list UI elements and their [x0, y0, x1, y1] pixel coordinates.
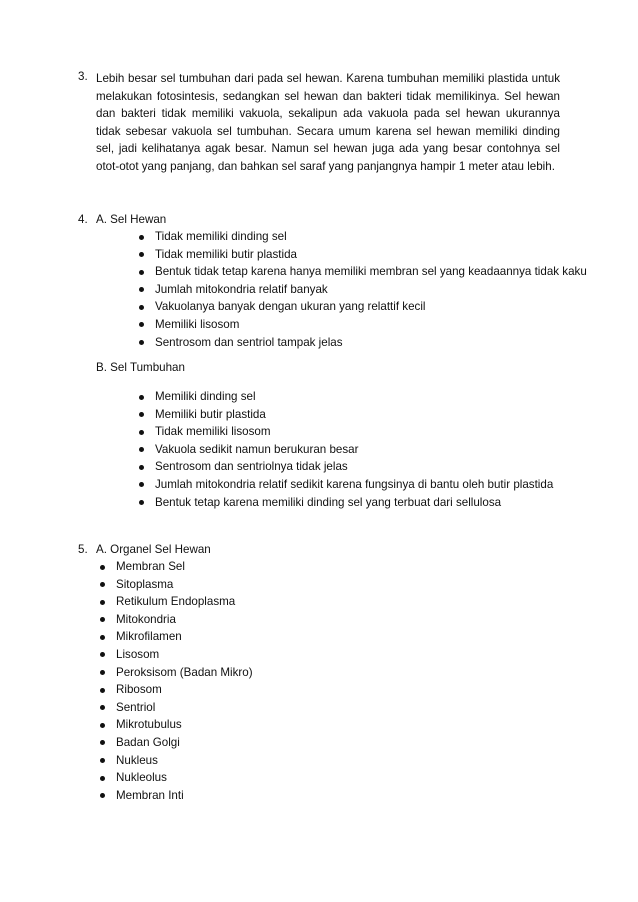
organelle-item — [116, 681, 253, 699]
organelle-item — [116, 769, 253, 787]
organelle-item — [116, 611, 253, 629]
organelle-text: Mikrofilamen — [116, 630, 182, 644]
organelle-text: Mitokondria — [116, 612, 176, 626]
animal-trait-item — [155, 334, 587, 352]
bullet-icon — [100, 670, 105, 675]
bullet-icon — [139, 270, 144, 275]
bullet-icon — [139, 395, 144, 400]
plant-trait-item — [155, 494, 553, 512]
plant-trait-text: Sentrosom dan sentriolnya tidak jelas — [155, 460, 348, 474]
item-4-heading-b: B. Sel Tumbuhan — [96, 361, 185, 374]
organelle-text: Ribosom — [116, 683, 162, 697]
bullet-icon — [100, 758, 105, 763]
bullet-icon — [139, 340, 144, 345]
animal-trait-item — [155, 316, 587, 334]
organelle-text: Mikrotubulus — [116, 718, 182, 732]
plant-trait-item — [155, 441, 553, 459]
organelle-text: Lisosom — [116, 647, 160, 661]
item-3-number: 3. — [78, 70, 88, 83]
organelle-item — [116, 734, 253, 752]
animal-trait-item — [155, 246, 587, 264]
plant-trait-text: Bentuk tetap karena memiliki dinding sel yang terbuat dari sellulosa — [155, 495, 502, 509]
organelle-item — [116, 699, 253, 717]
item-5-heading: A. Organel Sel Hewan — [96, 543, 211, 556]
plant-trait-item — [155, 388, 553, 406]
bullet-icon — [139, 322, 144, 327]
bullet-icon — [139, 430, 144, 435]
item-3-paragraph: Lebih besar sel tumbuhan dari pada sel hewan. Karena tumbuhan memiliki plastida untuk melakukan fotosintesis, sedangkan sel hewan dan bakteri tidak memilikinya. Sel hewan dan bakteri tidak memiliki vakuola, sekalipun ada vakuola pada sel hewan ukurannya tidak sebesar vakuola sel tumbuhan. Secara umum karena sel hewan memiliki dinding sel, jadi kelihatanya agak besar. Namun sel hewan juga ada yang besar contohnya sel otot-otot yang panjang, dan bahkan sel saraf yang panjangnya hampir 1 meter atau lebih. — [96, 72, 560, 173]
animal-trait-text: Jumlah mitokondria relatif banyak — [155, 282, 328, 296]
organelle-text: Nukleus — [116, 753, 158, 767]
animal-trait-text: Sentrosom dan sentriol tampak jelas — [155, 335, 343, 349]
bullet-icon — [100, 705, 105, 710]
bullet-icon — [139, 465, 144, 470]
bullet-icon — [100, 582, 105, 587]
bullet-icon — [100, 776, 105, 781]
organelle-item — [116, 787, 253, 805]
animal-trait-item — [155, 281, 587, 299]
bullet-icon — [139, 482, 144, 487]
organelle-item — [116, 716, 253, 734]
bullet-icon — [139, 412, 144, 417]
animal-trait-text: Tidak memiliki dinding sel — [155, 230, 287, 243]
plant-trait-item — [155, 458, 553, 476]
organelle-item — [116, 646, 253, 664]
animal-trait-text: Tidak memiliki butir plastida — [155, 247, 297, 261]
animal-trait-item — [155, 263, 587, 281]
bullet-icon — [100, 617, 105, 622]
plant-trait-item — [155, 406, 553, 424]
plant-cell-traits-list — [155, 388, 553, 511]
organelle-text: Badan Golgi — [116, 735, 180, 749]
organelle-text: Nukleolus — [116, 771, 167, 785]
bullet-icon — [100, 635, 105, 640]
bullet-icon — [139, 252, 144, 257]
plant-trait-text: Memiliki butir plastida — [155, 407, 266, 421]
plant-trait-item — [155, 476, 553, 494]
bullet-icon — [100, 688, 105, 693]
animal-trait-text: Memiliki lisosom — [155, 317, 240, 331]
animal-trait-item — [155, 298, 587, 316]
animal-trait-text: Vakuolanya banyak dengan ukuran yang relattif kecil — [155, 300, 426, 314]
organelle-text: Peroksisom (Badan Mikro) — [116, 665, 253, 679]
plant-trait-item — [155, 423, 553, 441]
bullet-icon — [139, 287, 144, 292]
organelle-text: Membran Inti — [116, 788, 184, 802]
bullet-icon — [100, 565, 105, 570]
organelle-item — [116, 664, 253, 682]
organelle-item — [116, 558, 253, 576]
animal-trait-text: Bentuk tidak tetap karena hanya memiliki membran sel yang keadaannya tidak kaku — [155, 265, 587, 279]
bullet-icon — [139, 447, 144, 452]
organelle-item — [116, 628, 253, 646]
bullet-icon — [100, 600, 105, 605]
animal-trait-item — [155, 228, 587, 246]
organelle-text: Membran Sel — [116, 560, 185, 573]
plant-trait-text: Tidak memiliki lisosom — [155, 425, 271, 439]
organelle-text: Sentriol — [116, 700, 156, 714]
organelle-item — [116, 576, 253, 594]
organelle-text: Sitoplasma — [116, 577, 174, 591]
organelle-item — [116, 593, 253, 611]
plant-trait-text: Memiliki dinding sel — [155, 390, 256, 403]
bullet-icon — [139, 235, 144, 240]
plant-trait-text: Vakuola sedikit namun berukuran besar — [155, 442, 359, 456]
bullet-icon — [139, 305, 144, 310]
animal-cell-traits-list — [155, 228, 587, 351]
bullet-icon — [100, 740, 105, 745]
plant-trait-text: Jumlah mitokondria relatif sedikit karena fungsinya di bantu oleh butir plastida — [155, 477, 554, 491]
bullet-icon — [100, 652, 105, 657]
organelle-item — [116, 752, 253, 770]
item-4-heading-a: A. Sel Hewan — [96, 213, 167, 226]
bullet-icon — [100, 793, 105, 798]
item-4-number: 4. — [78, 213, 88, 226]
bullet-icon — [100, 723, 105, 728]
bullet-icon — [139, 500, 144, 505]
organelle-text: Retikulum Endoplasma — [116, 595, 236, 609]
item-5-number: 5. — [78, 543, 88, 556]
animal-organelles-list — [116, 558, 253, 804]
